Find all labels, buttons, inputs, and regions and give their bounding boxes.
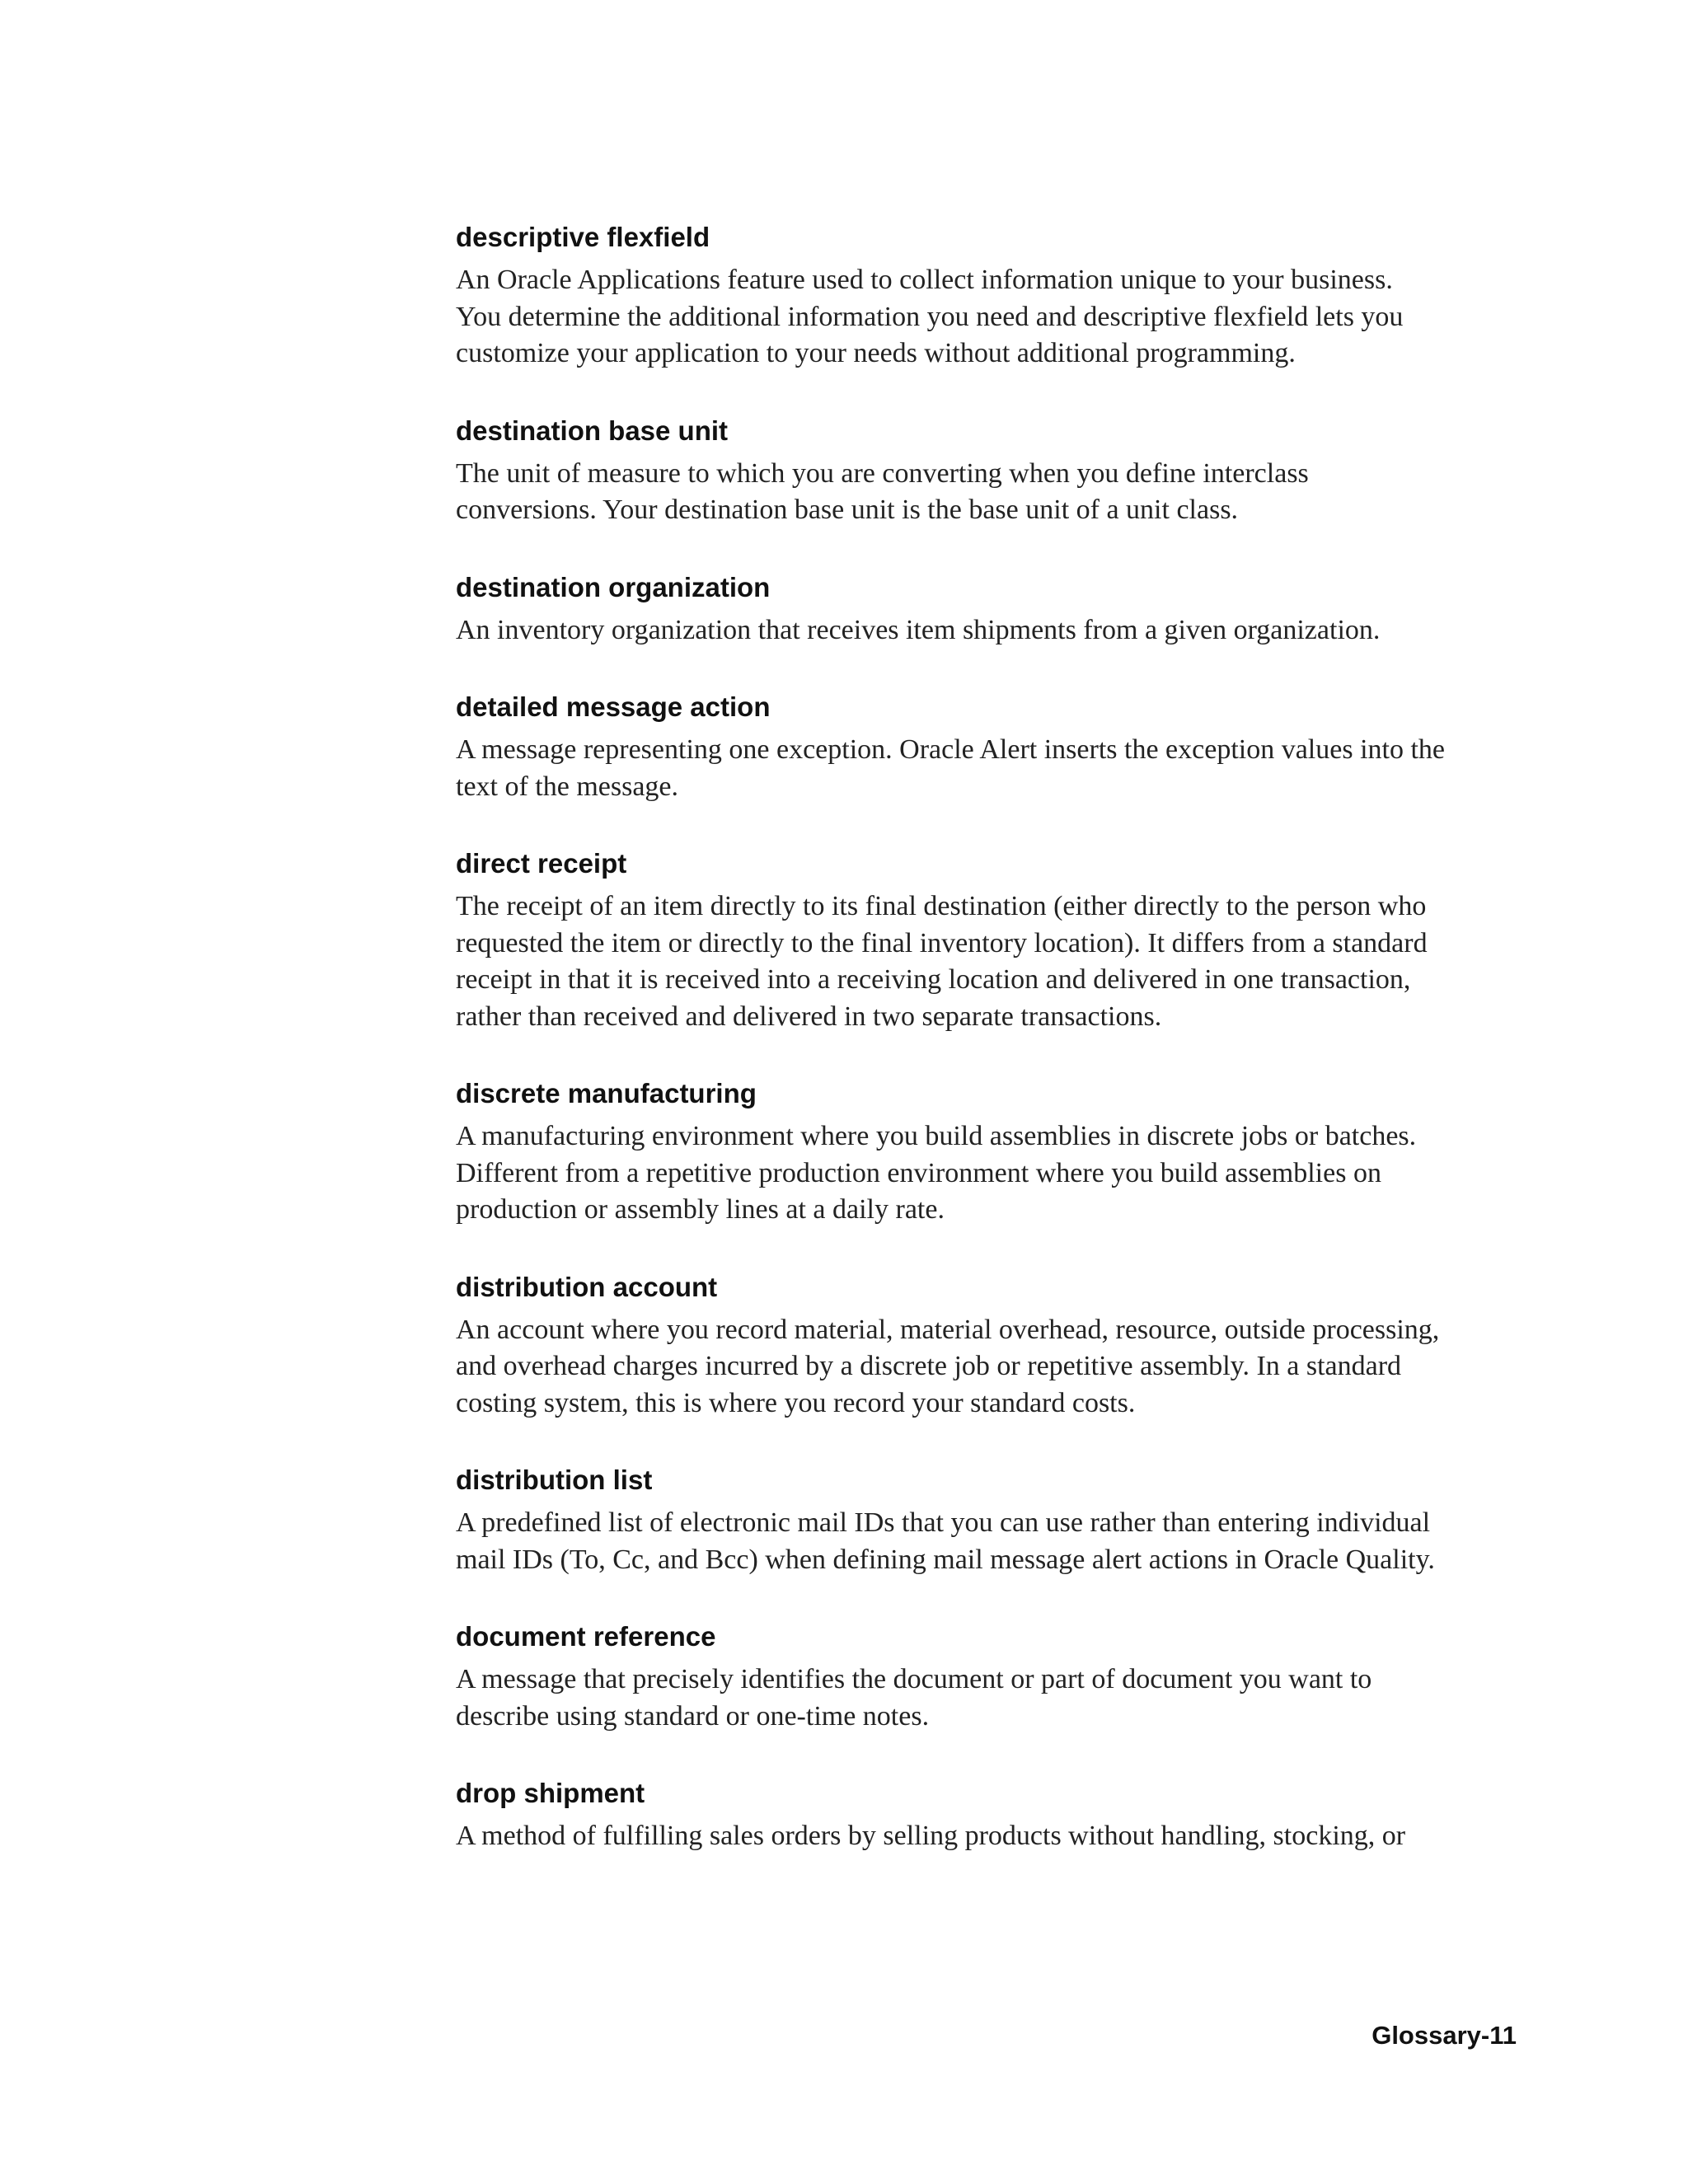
glossary-term: destination organization [456,571,771,602]
glossary-entry [456,686,1527,805]
definition-line: A predefined list of electronic mail IDs that you can use rather than entering individual [456,1507,1431,1538]
definition-line: production or assembly lines at a daily rate. [456,1194,945,1225]
definition-line: An inventory organization that receives item shipments from a given organization. [456,614,1381,645]
definition-line: requested the item or directly to the final inventory location). It differs from a standard [456,927,1428,958]
glossary-term: distribution account [456,1271,718,1302]
definition-line: mail IDs (To, Cc, and Bcc) when defining mail message alert actions in Oracle Quality. [456,1544,1435,1575]
glossary-term: destination base unit [456,415,729,446]
definition-line: The receipt of an item directly to its final destination (either directly to the person who [456,891,1427,921]
glossary-definition [456,1818,1527,1855]
definition-line: A message representing one exception. Oracle Alert inserts the exception values into the [456,734,1445,765]
glossary-term: detailed message action [456,691,771,722]
glossary-content [456,216,1527,1892]
glossary-entry [456,1772,1527,1855]
definition-line: A manufacturing environment where you build assemblies in discrete jobs or batches. [456,1121,1417,1151]
glossary-entry [456,1459,1527,1578]
glossary-entry [456,842,1527,1035]
definition-line: text of the message. [456,771,679,802]
definition-line: A message that precisely identifies the document or part of document you want to [456,1664,1372,1694]
glossary-definition [456,1118,1527,1229]
glossary-entry [456,1072,1527,1229]
glossary-definition [456,1505,1527,1578]
definition-line: The unit of measure to which you are converting when you define interclass [456,457,1309,489]
glossary-definition [456,1661,1527,1735]
glossary-term: distribution list [456,1465,653,1495]
definition-line: rather than received and delivered in two separate transactions. [456,1001,1162,1032]
glossary-entry [456,410,1527,529]
definition-line: An Oracle Applications feature used to collect information unique to your business. [456,265,1393,295]
definition-line: conversions. Your destination base unit is the base unit of a unit class. [456,494,1239,525]
glossary-term: direct receipt [456,848,627,879]
glossary-definition [456,456,1527,529]
glossary-entry [456,216,1527,373]
glossary-term: document reference [456,1621,716,1652]
definition-line: and overhead charges incurred by a discrete job or repetitive assembly. In a standard [456,1351,1402,1381]
glossary-definition [456,732,1527,805]
glossary-entry [456,1266,1527,1422]
glossary-term: drop shipment [456,1778,645,1808]
glossary-definition [456,1312,1527,1422]
glossary-definition [456,888,1527,1035]
glossary-definition [456,612,1527,649]
glossary-term: discrete manufacturing [456,1078,757,1108]
definition-line: An account where you record material, material overhead, resource, outside processing, [456,1314,1440,1345]
definition-line: describe using standard or one-time notes. [456,1700,930,1732]
glossary-entry [456,1615,1527,1735]
glossary-entry [456,566,1527,649]
definition-line: costing system, this is where you record your standard costs. [456,1387,1136,1418]
definition-line: Different from a repetitive production environment where you build assemblies on [456,1157,1381,1188]
glossary-term: descriptive flexfield [456,222,710,252]
definition-line: customize your application to your needs without additional programming. [456,338,1296,368]
glossary-definition [456,262,1527,373]
definition-line: receipt in that it is received into a receiving location and delivered in one transaction, [456,964,1411,995]
definition-line: A method of fulfilling sales orders by selling products without handling, stocking, or [456,1821,1406,1851]
definition-line: You determine the additional information you need and descriptive flexfield lets you [456,301,1404,332]
page-footer-label: Glossary-11 [1372,2021,1517,2050]
